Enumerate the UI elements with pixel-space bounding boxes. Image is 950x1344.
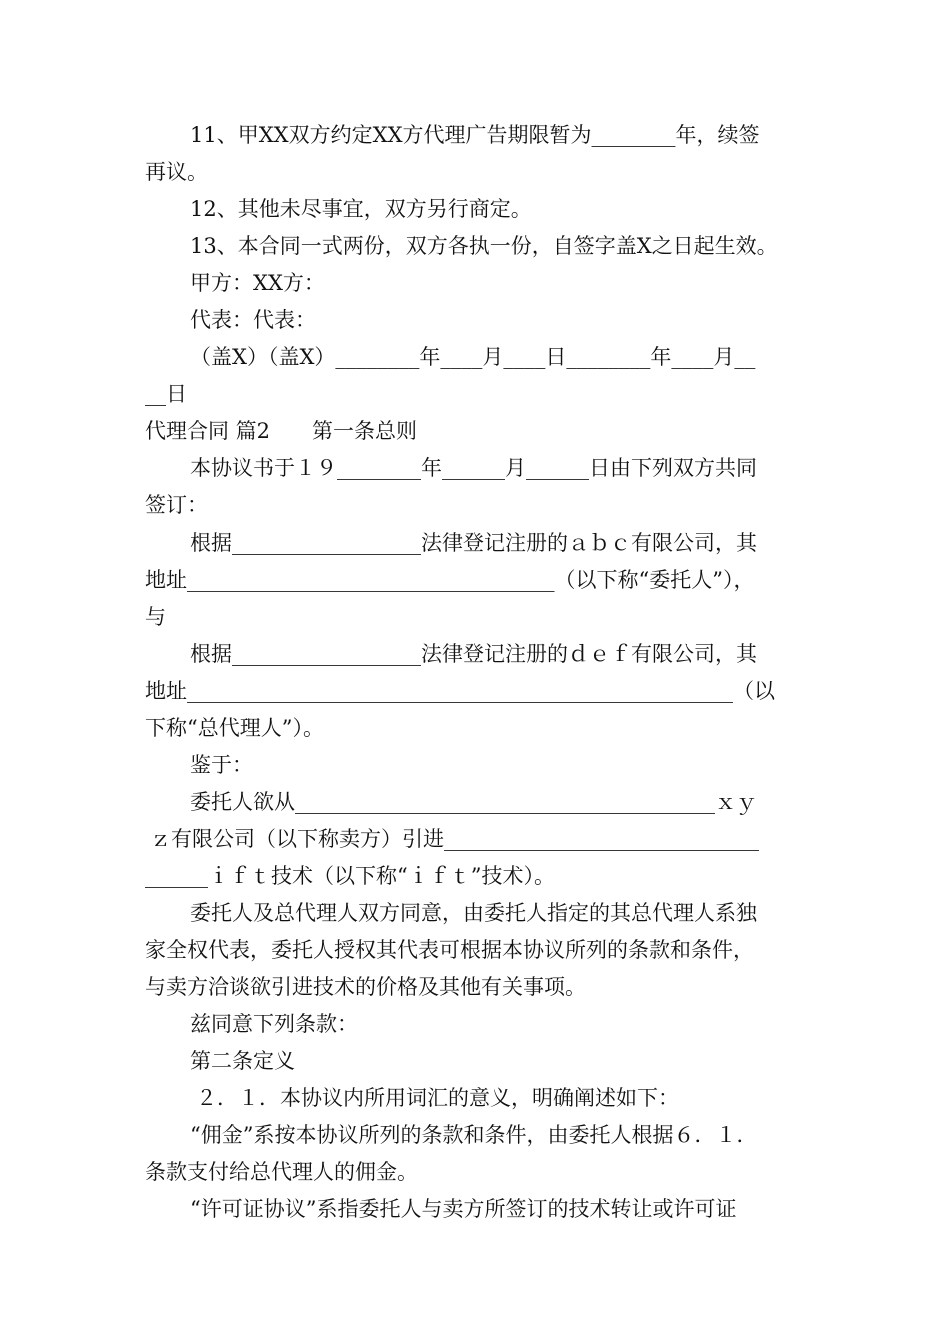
text-line: 兹同意下列条款： [190,1012,358,1036]
text-line: “许可证协议”系指委托人与卖方所签订的技术转让或许可证 [190,1197,737,1221]
text-line: 与 [145,605,166,629]
text-line: 与卖方洽谈欲引进技术的价格及其他有关事项。 [145,975,586,999]
text-line: ２．１．本协议内所用词汇的意义，明确阐述如下： [196,1086,679,1110]
text-line: 代表：代表： [190,308,316,332]
text-line: ｚ有限公司（以下称卖方）引进______________________________ [150,827,759,851]
text-line: 再议。 [145,160,208,184]
text-line: 甲方：XX方： [190,271,325,295]
text-line: __日 [145,382,187,406]
text-line: 13、本合同一式两份，双方各执一份，自签字盖X之日起生效。 [190,234,778,258]
text-line: 地址____________________________________________________（以 [145,679,775,703]
text-line: 委托人欲从________________________________________ｘｙ [190,790,757,814]
text-line: ______ｉｆｔ技术（以下称“ｉｆｔ”技术）。 [145,864,555,888]
text-line: 鉴于： [190,753,253,777]
text-line: 根据__________________法律登记注册的ａｂｃ有限公司，其 [190,531,757,555]
text-line: 11、甲XX双方约定XX方代理广告期限暂为________年，续签 [190,123,760,147]
text-line: 下称“总代理人”）。 [145,716,324,740]
section-heading: 代理合同 篇2 第一条总则 [145,419,418,443]
text-line: “佣金”系按本协议所列的条款和条件，由委托人根据６．１． [190,1123,758,1147]
text-line: 委托人及总代理人双方同意，由委托人指定的其总代理人系独 [190,901,757,925]
text-line: 家全权代表，委托人授权其代表可根据本协议所列的条款和条件， [145,938,754,962]
text-line: 条款支付给总代理人的佣金。 [145,1160,418,1184]
text-line: 12、其他未尽事宜，双方另行商定。 [190,197,532,221]
text-line: 地址___________________________________（以下称“委托人”）， [145,568,755,592]
section-heading: 第二条定义 [190,1049,295,1073]
text-line: 本协议书于１９________年______月______日由下列双方共同 [190,456,757,480]
text-line: 根据__________________法律登记注册的ｄｅｆ有限公司，其 [190,642,757,666]
text-line: 签订： [145,493,208,517]
text-line: （盖X）（盖X）________年____月____日________年____月__ [190,345,756,369]
